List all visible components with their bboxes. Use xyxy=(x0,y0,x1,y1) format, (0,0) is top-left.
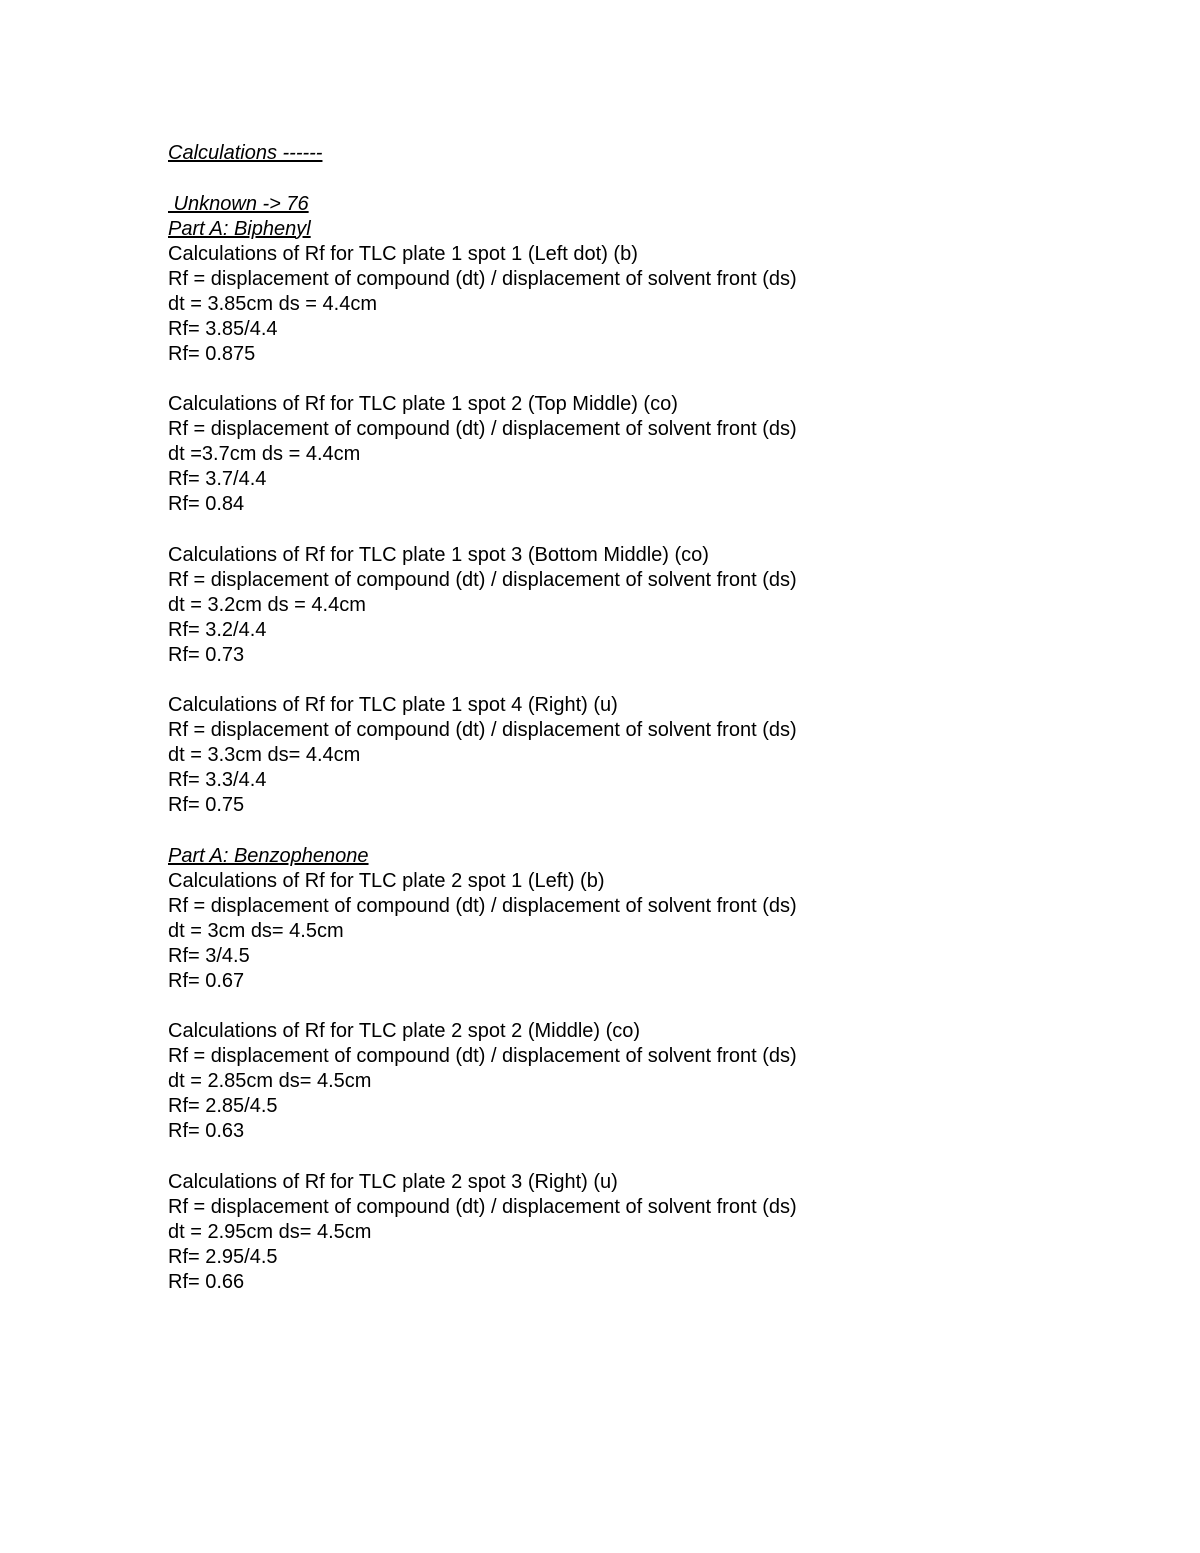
calc-ratio: Rf= 2.85/4.5 xyxy=(168,1095,278,1117)
calc-formula: Rf = displacement of compound (dt) / displacement of solvent front (ds) xyxy=(168,1195,797,1218)
calc-result: Rf= 0.84 xyxy=(168,493,245,515)
calc-result: Rf= 0.875 xyxy=(168,342,256,365)
calc-formula: Rf = displacement of compound (dt) / displacement of solvent front (ds) xyxy=(168,568,797,591)
section-biphenyl xyxy=(168,217,1128,844)
calc-ratio: Rf= 2.95/4.5 xyxy=(168,1245,278,1268)
section-title: Part A: Biphenyl xyxy=(168,217,311,240)
calc-result: Rf= 0.66 xyxy=(168,1270,245,1293)
calc-ratio: Rf= 3.85/4.4 xyxy=(168,317,278,340)
spacer xyxy=(168,668,1128,694)
calc-header: Calculations of Rf for TLC plate 2 spot 3 (Right) (u) xyxy=(168,1170,618,1193)
calc-formula: Rf = displacement of compound (dt) / displacement of solvent front (ds) xyxy=(168,418,797,440)
calc-ratio: Rf= 3.3/4.4 xyxy=(168,769,267,791)
spacer xyxy=(168,1144,1128,1170)
spacer xyxy=(168,367,1128,393)
calc-ratio: Rf= 3.2/4.4 xyxy=(168,618,267,641)
calc-header: Calculations of Rf for TLC plate 1 spot 2 (Top Middle) (co) xyxy=(168,393,678,415)
calc-header: Calculations of Rf for TLC plate 1 spot 1 (Left dot) (b) xyxy=(168,242,638,265)
calc-result: Rf= 0.75 xyxy=(168,794,245,816)
spacer xyxy=(168,818,1128,844)
calc-header: Calculations of Rf for TLC plate 1 spot 4 (Right) (u) xyxy=(168,694,618,716)
calc-block xyxy=(168,693,1128,818)
calc-block xyxy=(168,543,1128,668)
calc-ratio: Rf= 3/4.5 xyxy=(168,944,250,967)
calc-measure: dt = 2.95cm ds= 4.5cm xyxy=(168,1220,372,1243)
calc-block xyxy=(168,1019,1128,1144)
calc-measure: dt = 2.85cm ds= 4.5cm xyxy=(168,1070,372,1092)
unknown-label: Unknown -> 76 xyxy=(168,192,309,215)
calc-measure: dt = 3cm ds= 4.5cm xyxy=(168,919,344,942)
calc-measure: dt = 3.2cm ds = 4.4cm xyxy=(168,593,366,616)
spacer xyxy=(168,994,1128,1020)
calc-formula: Rf = displacement of compound (dt) / displacement of solvent front (ds) xyxy=(168,894,797,917)
calc-measure: dt =3.7cm ds = 4.4cm xyxy=(168,443,361,465)
calc-result: Rf= 0.63 xyxy=(168,1120,245,1142)
calc-result: Rf= 0.73 xyxy=(168,643,245,666)
calc-header: Calculations of Rf for TLC plate 2 spot 2 (Middle) (co) xyxy=(168,1020,641,1042)
spacer xyxy=(168,166,1128,192)
calc-header: Calculations of Rf for TLC plate 1 spot 3 (Bottom Middle) (co) xyxy=(168,543,709,566)
calc-block xyxy=(168,869,1128,994)
calc-block xyxy=(168,1170,1128,1295)
section-title: Part A: Benzophenone xyxy=(168,844,369,867)
document-heading: Calculations ------ xyxy=(168,142,323,164)
calc-header: Calculations of Rf for TLC plate 2 spot 1 (Left) (b) xyxy=(168,869,605,892)
calc-block xyxy=(168,242,1128,367)
calc-ratio: Rf= 3.7/4.4 xyxy=(168,468,267,490)
document-page xyxy=(168,141,1128,1295)
spacer xyxy=(168,517,1128,543)
calc-formula: Rf = displacement of compound (dt) / displacement of solvent front (ds) xyxy=(168,719,797,741)
calc-formula: Rf = displacement of compound (dt) / displacement of solvent front (ds) xyxy=(168,1045,797,1067)
calc-block xyxy=(168,392,1128,517)
calc-formula: Rf = displacement of compound (dt) / displacement of solvent front (ds) xyxy=(168,267,797,290)
calc-measure: dt = 3.3cm ds= 4.4cm xyxy=(168,744,361,766)
section-benzophenone xyxy=(168,844,1128,1295)
calc-result: Rf= 0.67 xyxy=(168,969,245,992)
calc-measure: dt = 3.85cm ds = 4.4cm xyxy=(168,292,377,315)
